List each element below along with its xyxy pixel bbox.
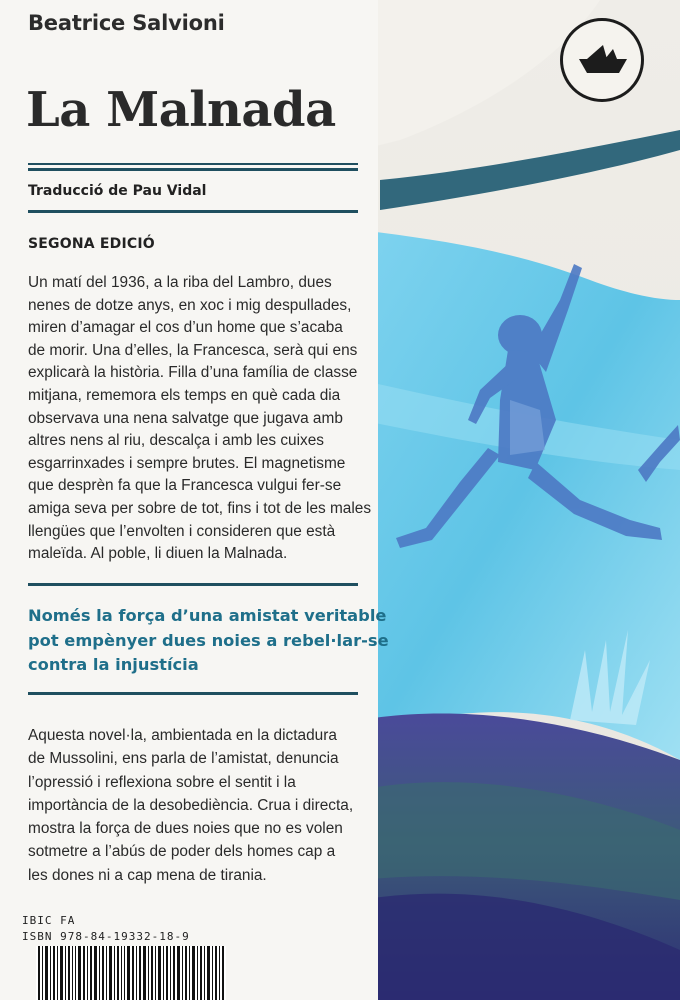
description-line: sotmetre a l’abús de poder dels homes cap a <box>28 843 336 861</box>
synopsis-line: observava una nena salvatge que jugava amb <box>28 409 343 427</box>
isbn-code: ISBN 978-84-19332-18-9 <box>22 930 190 943</box>
description-line: importància de la desobediència. Crua i directa, <box>28 796 354 814</box>
book-codes <box>22 913 190 945</box>
synopsis-line: esgarrinxades i sempre brutes. El magnetisme <box>28 454 346 472</box>
synopsis-line: Un matí del 1936, a la riba del Lambro, dues <box>28 274 332 291</box>
publisher-logo <box>560 18 644 102</box>
synopsis-line: de morir. Una d’elles, la Francesca, serà qui ens <box>28 341 358 359</box>
description-line: de Mussolini, ens parla de l’amistat, denuncia <box>28 750 339 768</box>
synopsis-line: que desprèn fa que la Francesca vulgui fer-se <box>28 477 342 495</box>
divider-tagline-top <box>28 583 358 586</box>
synopsis-line: amiga seva per sobre de tot, fins i tot de les males <box>28 499 372 517</box>
paper-boat-icon <box>577 43 629 77</box>
synopsis-line: mitjana, rememora els temps en què cada dia <box>28 386 341 404</box>
synopsis-line: llengües que l’envolten i consideren que està <box>28 522 336 540</box>
description-line: les dones ni a cap mena de tirania. <box>28 866 267 884</box>
divider-tagline-bottom <box>28 692 358 695</box>
description-line: mostra la força de dues noies que no es volen <box>28 820 343 838</box>
description-line: l’opressió i reflexiona sobre el sentit i la <box>28 773 296 791</box>
tagline-line: contra la injustícia <box>28 655 199 674</box>
synopsis-text <box>28 272 372 566</box>
tagline-line: Només la força d’una amistat veritable <box>28 606 387 625</box>
description-line: Aquesta novel·la, ambientada en la dictadura <box>28 727 337 744</box>
synopsis-line: nenes de dotze anys, en xoc i mig despullades, <box>28 296 352 314</box>
synopsis-line: maleïda. Al poble, li diuen la Malnada. <box>28 545 288 563</box>
divider-top-thick <box>28 168 358 171</box>
tagline-line: pot empènyer dues noies a rebel·lar-se <box>28 630 389 650</box>
author-name: Beatrice Salvioni <box>28 11 225 35</box>
divider-translator <box>28 210 358 213</box>
barcode <box>36 946 226 1000</box>
synopsis-line: altres nens al riu, descalça i amb les cuixes <box>28 432 324 450</box>
edition-label: SEGONA EDICIÓ <box>28 236 155 252</box>
divider-top-thin <box>28 163 358 165</box>
ibic-code: IBIC FA <box>22 914 76 927</box>
synopsis-line: explicarà la història. Filla d’una família de classe <box>28 364 358 382</box>
synopsis-line: miren d’amagar el cos d’un home que s’acaba <box>28 319 343 337</box>
tagline-quote <box>28 604 389 678</box>
translator-credit: Traducció de Pau Vidal <box>28 183 207 199</box>
description-text <box>28 724 363 887</box>
book-title: La Malnada <box>26 82 336 138</box>
cover-illustration <box>360 0 680 1000</box>
